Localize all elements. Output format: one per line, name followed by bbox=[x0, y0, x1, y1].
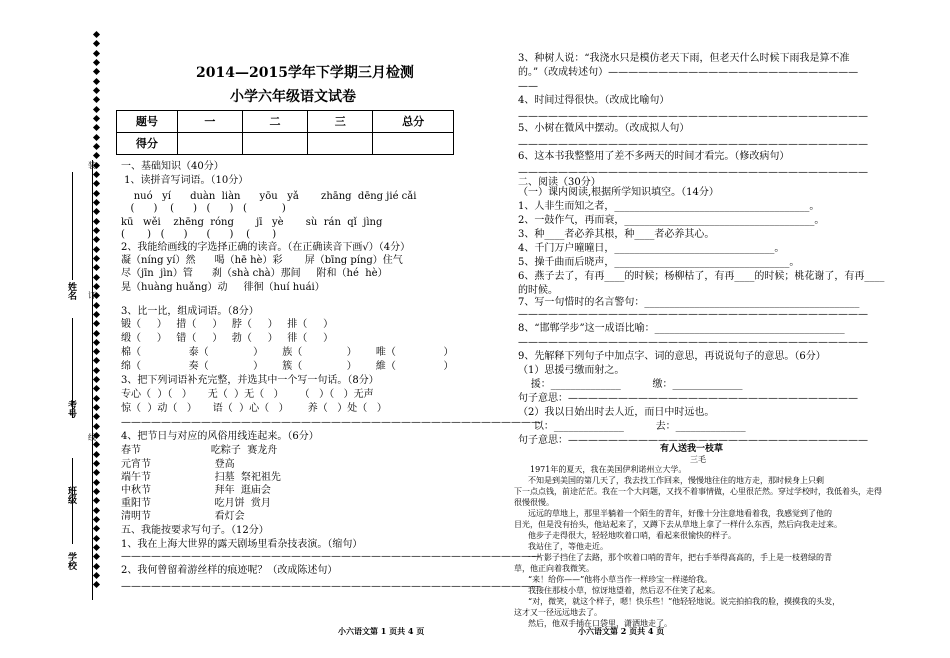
diamond-icon bbox=[92, 40, 99, 47]
left-line: 端午节 扫墓 祭祀祖先 bbox=[121, 472, 281, 483]
diamond-icon bbox=[92, 236, 99, 243]
score-table bbox=[116, 110, 454, 155]
diamond-icon bbox=[92, 572, 99, 579]
right-line: ——————————————————————————————————— bbox=[518, 337, 868, 348]
exam-subtitle: 小学六年级语文试卷 bbox=[230, 89, 356, 105]
diamond-icon bbox=[92, 553, 99, 560]
diamond-icon bbox=[92, 246, 99, 253]
left-line: 重阳节 吃月饼 赏月 bbox=[121, 498, 271, 509]
story-line: 我站住了，等他走近。 bbox=[528, 542, 608, 551]
story-line: 然后，他双手插在口袋里，潇洒地走了。 bbox=[528, 619, 672, 628]
right-line: —— bbox=[518, 81, 538, 92]
diamond-icon bbox=[92, 311, 99, 318]
left-line: 惊（ ）动（ ） 语（ ）心（ ） 养（ ）处（ ） bbox=[121, 403, 387, 414]
diamond-icon bbox=[92, 357, 99, 364]
diamond-icon bbox=[92, 283, 99, 290]
score-cell[interactable] bbox=[177, 133, 242, 155]
right-line: 句子意思：—————————————————————————————— bbox=[518, 435, 868, 446]
diamond-icon bbox=[92, 469, 99, 476]
diamond-icon bbox=[92, 507, 99, 514]
score-table-score-row bbox=[117, 133, 454, 155]
exam-number-label: 考号 bbox=[66, 400, 76, 418]
diamond-icon bbox=[92, 301, 99, 308]
diamond-icon bbox=[92, 329, 99, 336]
diamond-icon bbox=[92, 413, 99, 420]
diamond-icon bbox=[92, 525, 99, 532]
diamond-icon bbox=[92, 479, 99, 486]
left-line: 2、我能给画线的字选择正确的读音。（在正确读音下画√）（4分） bbox=[121, 242, 411, 253]
score-table-header-row bbox=[117, 111, 454, 133]
left-line: ( ) ( ) ( ) ( ) bbox=[121, 229, 277, 240]
right-line: 3、种树人说：“我浇水只是模仿老天下雨，但老天什么时候下雨我是算不准 bbox=[518, 53, 850, 64]
school-label: 学校 bbox=[66, 552, 76, 570]
left-line: 棉（ 泰（ ） 族（ ） 唯（ ） bbox=[121, 347, 454, 358]
left-line: —————————————————————————————————————————— bbox=[121, 581, 541, 592]
left-line: —————————————————————————————————————————— bbox=[121, 551, 541, 562]
diamond-icon bbox=[92, 488, 99, 495]
left-line: 五、我能按要求写句子。（12分） bbox=[121, 525, 269, 536]
right-line: 8、“邯郸学步”这一成语比喻：______________________________________ bbox=[518, 323, 845, 334]
diamond-icon bbox=[92, 460, 99, 467]
score-header-cell: 二 bbox=[242, 111, 307, 133]
left-line: 春节 吃粽子 赛龙舟 bbox=[121, 445, 278, 456]
diamond-icon bbox=[92, 441, 99, 448]
diamond-icon bbox=[92, 218, 99, 225]
right-line: 4、千门万户曈曈日，________________________________。 bbox=[518, 243, 785, 254]
score-row-label: 得分 bbox=[117, 133, 178, 155]
diamond-icon bbox=[92, 535, 99, 542]
story-line: 下一点点钱，前途茫茫。我在一个大问题，又找不着事情做，心里很茫然。穿过学校时，我低着头，走得 bbox=[514, 487, 882, 496]
diamond-icon bbox=[92, 96, 99, 103]
diamond-icon bbox=[92, 376, 99, 383]
diamond-icon bbox=[92, 78, 99, 85]
diamond-icon bbox=[92, 50, 99, 57]
left-line: 2、我何曾留着游丝样的痕迹呢？（改成陈述句） bbox=[121, 565, 338, 576]
story-line: 我接住那枝小草，惊讶地望着，然后忍不住笑了起来。 bbox=[528, 586, 720, 595]
diamond-icon bbox=[92, 227, 99, 234]
left-line: 3、比一比，组成词语。（8分） bbox=[121, 306, 259, 317]
diamond-icon bbox=[92, 180, 99, 187]
diamond-icon bbox=[92, 273, 99, 280]
right-line: ——————————————————————————————————— bbox=[518, 309, 868, 320]
diamond-icon bbox=[92, 497, 99, 504]
diamond-icon bbox=[92, 59, 99, 66]
score-cell[interactable] bbox=[308, 133, 373, 155]
right-line: （2）我以日始出时去人近，而日中时远也。 bbox=[518, 407, 715, 418]
page-footer-1: 小六语文第 1 页共 4 页 bbox=[338, 626, 425, 636]
diamond-icon bbox=[92, 451, 99, 458]
right-line: 5、小树在微风中摆动。（改成拟人句） bbox=[518, 123, 690, 134]
diamond-icon bbox=[92, 395, 99, 402]
diamond-icon bbox=[92, 87, 99, 94]
right-line: 3、种____者必养其根，种____者必养其心。 bbox=[518, 229, 715, 240]
right-line: 的时候。 bbox=[518, 285, 558, 296]
left-line: 一、基础知识（40分） bbox=[121, 161, 224, 172]
right-line: 的。”（改成转述句）————————————————————————— bbox=[518, 67, 859, 78]
right-line: 援：______________ 缴：______________ bbox=[518, 379, 743, 390]
diamond-icon bbox=[92, 115, 99, 122]
page-footer-2: 小六语文第 2 页共 4 页 bbox=[578, 626, 665, 636]
right-line: （一）课内阅读,根据所学知识填空。（14分） bbox=[518, 187, 719, 198]
story-line: 1971年的夏天，我在美国伊利诺州立大学。 bbox=[530, 465, 687, 474]
left-line: 尽（jīn jìn）管 刹（shà chà）那间 附和（hé hè） bbox=[121, 268, 388, 279]
story-line: “对，微笑，就这个样子，嗯！快乐些！”他轻轻地说。说完拍拍我的脸，摸摸我的头发， bbox=[528, 597, 841, 606]
diamond-icon bbox=[92, 367, 99, 374]
right-line: 二、阅读（30分） bbox=[518, 177, 601, 188]
diamond-icon bbox=[92, 199, 99, 206]
right-line: ——————————————————————————————————— bbox=[518, 167, 868, 178]
left-line: 1、我在上海大世界的露天剧场里看杂技表演。（缩句） bbox=[121, 539, 363, 550]
diamond-icon bbox=[92, 134, 99, 141]
exam-number-line bbox=[72, 172, 73, 280]
name-label: 姓名 bbox=[66, 282, 76, 300]
diamond-icon bbox=[92, 404, 99, 411]
diamond-icon bbox=[92, 581, 99, 588]
diamond-icon bbox=[92, 544, 99, 551]
score-header-cell: 三 bbox=[308, 111, 373, 133]
right-line: 7、写一句惜时的名言警句：___________________________________________ bbox=[518, 297, 860, 308]
right-line: 句子意思：————————————————————————————— bbox=[518, 393, 858, 404]
story-line: 他步子走得很大，轻轻地吹着口哨，看起来很愉快的样子。 bbox=[528, 531, 736, 540]
right-line: 以：______________ 去：______________ bbox=[518, 421, 746, 432]
left-line: 凝（níng yí）然 喝（hē hè）彩 屏（bīng píng）住气 bbox=[121, 255, 403, 266]
binding-mark-1: 装 bbox=[88, 161, 96, 170]
left-line: 清明节 看灯会 bbox=[121, 511, 245, 522]
left-line: 4、把节日与对应的风俗用线连起来。（6分） bbox=[121, 431, 319, 442]
story-title: 有人送我一枝草 bbox=[660, 444, 724, 454]
left-line: 晃（huàng huǎng）动 徘徊（huí huái） bbox=[121, 282, 325, 293]
right-line: （1）思援弓缴而射之。 bbox=[518, 365, 625, 376]
binding-mark-2: 订 bbox=[88, 291, 96, 300]
diamond-icon bbox=[92, 124, 99, 131]
left-line: 锻（ ） 措（ ） 脖（ ） 排（ ） bbox=[121, 319, 334, 330]
left-line: 绵（ 奏（ ） 簇（ ） 維（ ） bbox=[121, 361, 454, 372]
binding-mark-3: 线 bbox=[88, 433, 96, 442]
diamond-icon bbox=[92, 423, 99, 430]
right-line: ——————————————————————————————————— bbox=[518, 139, 868, 150]
score-header-cell: 一 bbox=[177, 111, 242, 133]
left-line: 1、读拼音写词语。（10分） bbox=[121, 175, 249, 186]
left-line: 专心（ ）（ ） 无（ ）无（ ） （ ）（ ）无声 bbox=[121, 389, 374, 400]
diamond-icon bbox=[92, 68, 99, 75]
left-line: kū wěi zhēng róng jī yè sù rán qǐ jìng bbox=[121, 217, 383, 228]
score-cell[interactable] bbox=[373, 133, 454, 155]
diamond-icon bbox=[92, 385, 99, 392]
right-line: ——————————————————————————————————— bbox=[518, 111, 868, 122]
class-label: 班级 bbox=[66, 486, 76, 504]
right-line: 4、时间过得很快。（改成比喻句） bbox=[518, 95, 670, 106]
score-cell[interactable] bbox=[242, 133, 307, 155]
story-line: 目光，但是没有抬头，他站起来了，又蹲下去从草地上拿了一样什么东西，然后向我走过来。 bbox=[514, 520, 842, 529]
left-line: —————————————————————————————————————————— bbox=[121, 417, 541, 428]
diamond-icon bbox=[92, 255, 99, 262]
score-header-cell: 题号 bbox=[117, 111, 178, 133]
diamond-icon bbox=[92, 320, 99, 327]
binding-strip bbox=[0, 0, 116, 658]
diamond-icon bbox=[92, 171, 99, 178]
left-line: ( ) ( ) ( ) ( ) bbox=[121, 203, 286, 214]
left-line: 元宵节 登高 bbox=[121, 459, 235, 470]
story-line: 草，他正向着我微笑。 bbox=[514, 564, 594, 573]
diamond-icon bbox=[92, 264, 99, 271]
story-line: 这才又一径远远地去了。 bbox=[514, 608, 602, 617]
diamond-icon bbox=[92, 516, 99, 523]
story-author: 三毛 bbox=[690, 455, 706, 464]
right-line: 5、操千曲而后晓声，___________________________________。 bbox=[518, 257, 800, 268]
right-line: 2、一鼓作气，再而衰，______________________________________。 bbox=[518, 215, 825, 226]
right-line: 6、这本书我整整用了差不多两天的时间才看完。（修改病句） bbox=[518, 151, 790, 162]
story-line: “来！给你——”他将小草当作一样珍宝一样递给我。 bbox=[528, 575, 713, 584]
story-line: 不知是到美国的第几天了，我去找工作回来，慢慢地往住的地方走，那时候身上只剩 bbox=[528, 476, 824, 485]
left-line: nuó yí duàn liàn yōu yǎ zhāng dēng jié cǎi bbox=[121, 191, 417, 202]
right-line: 6、燕子去了，有再____的时候；杨柳枯了，有再____的时候；桃花谢了，有再____ bbox=[518, 271, 885, 282]
left-line: 缎（ ） 错（ ） 勃（ ） 徘（ ） bbox=[121, 333, 334, 344]
diamond-icon bbox=[92, 106, 99, 113]
story-line: 很慢很慢。 bbox=[514, 498, 554, 507]
binding-line bbox=[92, 160, 93, 600]
left-line: 中秋节 拜年 逛庙会 bbox=[121, 485, 271, 496]
right-line: 1、人非生而知之者，_______________________________________。 bbox=[518, 201, 820, 212]
story-line: 远远的草地上，那里半躺着一个陌生的青年，好像十分注意地看着我，我感觉到了他的 bbox=[528, 509, 832, 518]
diamond-icon bbox=[92, 339, 99, 346]
diamond-icon bbox=[92, 563, 99, 570]
score-header-cell: 总分 bbox=[373, 111, 454, 133]
diamond-icon bbox=[92, 208, 99, 215]
diamond-icon bbox=[92, 31, 99, 38]
diamond-icon bbox=[92, 143, 99, 150]
exam-title: 2014—2015学年下学期三月检测 bbox=[196, 65, 414, 81]
diamond-icon bbox=[92, 348, 99, 355]
story-line: 一片影子挡住了去路，那个吹着口哨的青年，把右手举得高高的，手上是一枝碧绿的青 bbox=[528, 553, 832, 562]
diamond-icon bbox=[92, 190, 99, 197]
right-line: 9、先解释下列句子中加点字、词的意思，再说说句子的意思。（6分） bbox=[518, 351, 826, 362]
diamond-border bbox=[92, 32, 100, 588]
left-line: 3、把下列词语补充完整，并选其中一个写一句话。（8分） bbox=[121, 375, 379, 386]
diamond-icon bbox=[92, 152, 99, 159]
